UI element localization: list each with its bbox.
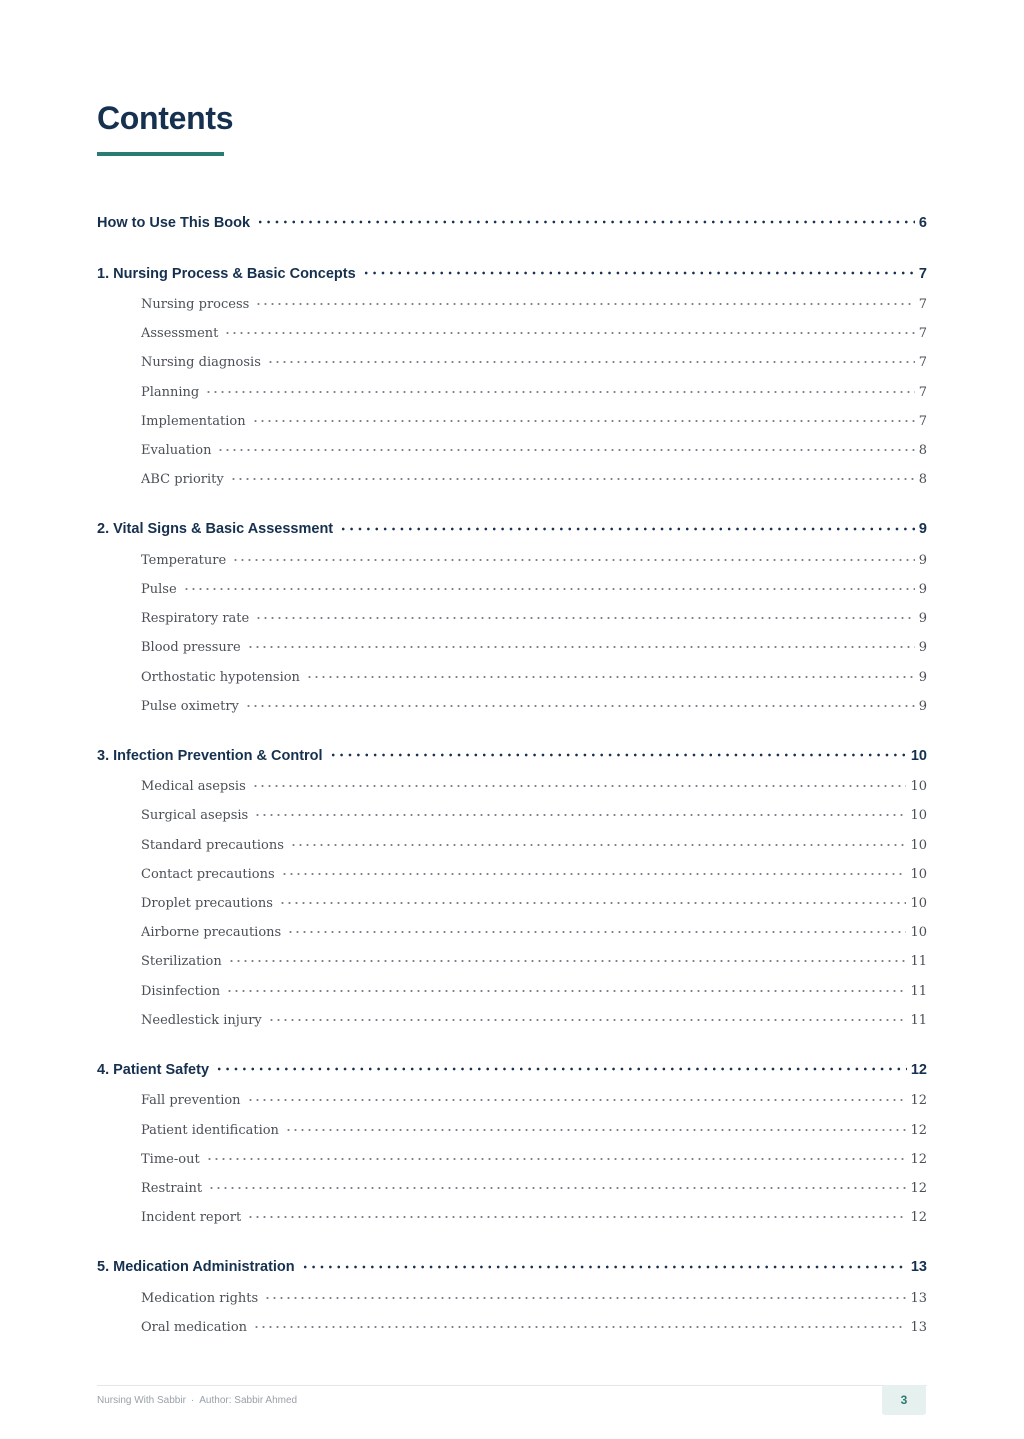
- toc-section-entry[interactable]: [141, 324, 927, 341]
- toc-page-number: 8: [918, 443, 927, 458]
- toc-page-number: 7: [918, 384, 927, 400]
- toc-section-entry[interactable]: [141, 806, 927, 823]
- toc-chapter-entry[interactable]: [97, 519, 927, 538]
- toc-section-title: Fall prevention: [141, 1093, 241, 1109]
- toc-section-title: Disinfection: [141, 983, 221, 999]
- page-title: Contents: [97, 100, 234, 136]
- dot-leader: [224, 324, 914, 337]
- toc-page-number: 9: [918, 581, 927, 597]
- toc-section-entry[interactable]: [141, 1289, 927, 1306]
- footer-book-title: Nursing With Sabbir: [97, 1395, 186, 1406]
- toc-page-number: 13: [910, 1259, 927, 1276]
- toc-page-number: 10: [910, 896, 927, 911]
- toc-page-number: 8: [918, 472, 927, 488]
- toc-section-title: Medical asepsis: [141, 779, 246, 795]
- toc-page-number: 10: [910, 747, 927, 764]
- toc-section-entry[interactable]: [141, 777, 927, 794]
- toc-page-number: 6: [918, 214, 927, 231]
- dot-leader: [247, 638, 915, 651]
- toc-section-entry[interactable]: [141, 353, 927, 370]
- toc-section-title: Blood pressure: [141, 640, 241, 656]
- dot-leader: [228, 952, 907, 965]
- page-number-badge: 3: [882, 1385, 926, 1415]
- toc-section-entry[interactable]: [141, 952, 927, 969]
- toc-section-title: Implementation: [141, 413, 246, 429]
- toc-section-title: Orthostatic hypotension: [141, 669, 300, 685]
- toc-section-entry[interactable]: [141, 1091, 927, 1108]
- toc-page-number: 7: [918, 297, 927, 312]
- toc-section-title: Assessment: [141, 326, 219, 342]
- toc-section-entry[interactable]: [141, 1011, 927, 1028]
- dot-leader: [247, 1091, 907, 1104]
- footer-author: Author: Sabbir Ahmed: [199, 1395, 298, 1406]
- dot-leader: [287, 923, 906, 936]
- toc-page-number: 12: [910, 1061, 927, 1078]
- toc-section-entry[interactable]: [141, 697, 927, 714]
- toc-section-title: Evaluation: [141, 443, 212, 458]
- dot-leader: [252, 777, 907, 790]
- toc-page-number: 10: [910, 866, 927, 882]
- dot-leader: [183, 580, 915, 593]
- toc-section-entry[interactable]: [141, 1179, 927, 1196]
- toc-section-entry[interactable]: [141, 638, 927, 655]
- toc-section-title: Nursing diagnosis: [141, 355, 261, 371]
- toc-section-entry[interactable]: [141, 1318, 927, 1335]
- toc-page-number: 13: [910, 1290, 927, 1306]
- toc-section-title: Patient identification: [141, 1122, 279, 1138]
- dot-leader: [226, 982, 906, 995]
- dot-leader: [285, 1121, 907, 1134]
- toc-section-title: Pulse: [141, 581, 177, 597]
- toc-section-title: Oral medication: [141, 1319, 248, 1335]
- toc-section-title: Sterilization: [141, 954, 222, 970]
- toc-section-title: Planning: [141, 384, 200, 400]
- toc-page-number: 12: [910, 1151, 927, 1167]
- dot-leader: [255, 609, 914, 622]
- toc-page-number: 7: [918, 265, 927, 282]
- toc-section-entry[interactable]: [141, 1150, 927, 1167]
- toc-page-number: 10: [910, 779, 927, 795]
- toc-section-title: Nursing process: [141, 297, 250, 312]
- dot-leader: [362, 263, 915, 278]
- dot-leader: [206, 1150, 907, 1163]
- toc-page-number: 10: [910, 925, 927, 941]
- toc-section-title: Surgical asepsis: [141, 808, 249, 824]
- toc-page-number: 12: [910, 1180, 927, 1196]
- toc-page-number: 13: [910, 1319, 927, 1335]
- toc-page-number: 11: [910, 954, 927, 970]
- toc-section-title: Droplet precautions: [141, 896, 273, 911]
- toc-section-entry[interactable]: [141, 470, 927, 487]
- dot-leader: [281, 865, 907, 878]
- toc-section-title: Standard precautions: [141, 837, 284, 853]
- dot-leader: [205, 383, 914, 396]
- toc-section-entry[interactable]: [141, 1121, 927, 1138]
- toc-section-title: Contact precautions: [141, 866, 275, 882]
- toc-section-entry[interactable]: [141, 668, 927, 685]
- dot-leader: [301, 1257, 907, 1272]
- dot-leader: [268, 1011, 907, 1024]
- toc-section-title: Pulse oximetry: [141, 698, 239, 714]
- toc-section-title: Airborne precautions: [141, 925, 282, 941]
- dot-leader: [279, 894, 907, 907]
- toc-section-title: Needlestick injury: [141, 1012, 262, 1028]
- toc-section-entry[interactable]: [141, 580, 927, 597]
- dot-leader: [339, 519, 915, 534]
- toc-page-number: 9: [918, 552, 927, 568]
- toc-section-entry[interactable]: [141, 412, 927, 429]
- toc-chapter-title: 1. Nursing Process & Basic Concepts: [97, 265, 356, 282]
- toc-page-number: 9: [918, 521, 927, 538]
- dot-leader: [264, 1289, 906, 1302]
- toc-page-number: 7: [918, 326, 927, 342]
- footer-separator: ·: [190, 1395, 195, 1406]
- toc-section-entry[interactable]: [141, 551, 927, 568]
- dot-leader: [255, 295, 914, 308]
- toc-section-title: Time-out: [141, 1151, 200, 1167]
- dot-leader: [247, 1208, 906, 1221]
- toc-page-number: 12: [910, 1210, 927, 1226]
- toc-page-number: 11: [910, 1012, 927, 1028]
- toc-chapter-title: 2. Vital Signs & Basic Assessment: [97, 521, 334, 538]
- toc-section-title: ABC priority: [141, 472, 224, 488]
- toc-section-title: Respiratory rate: [141, 611, 250, 627]
- toc-section-entry[interactable]: [141, 609, 927, 626]
- dot-leader: [290, 836, 907, 849]
- toc-section-entry[interactable]: [141, 923, 927, 940]
- dot-leader: [254, 806, 906, 819]
- toc-page-number: 10: [910, 808, 927, 824]
- toc-section-entry[interactable]: [141, 295, 927, 312]
- dot-leader: [256, 212, 915, 227]
- footer-credit: [97, 1395, 297, 1406]
- toc-page-number: 9: [918, 640, 927, 656]
- dot-leader: [329, 745, 907, 760]
- toc-chapter-entry[interactable]: [97, 745, 927, 764]
- toc-chapter-title: 5. Medication Administration: [97, 1259, 295, 1276]
- dot-leader: [245, 697, 915, 710]
- toc-section-entry[interactable]: [141, 1208, 927, 1225]
- toc-page-number: 7: [918, 413, 927, 429]
- toc-chapter-entry[interactable]: [97, 1257, 927, 1276]
- toc-section-entry[interactable]: [141, 894, 927, 911]
- toc-section-entry[interactable]: [141, 836, 927, 853]
- dot-leader: [217, 441, 914, 454]
- toc-section-title: Temperature: [141, 552, 227, 568]
- dot-leader: [306, 668, 915, 681]
- footer-divider: [97, 1385, 927, 1386]
- dot-leader: [267, 353, 915, 366]
- toc-section-title: Medication rights: [141, 1290, 259, 1306]
- toc-chapter-title: How to Use This Book: [97, 214, 251, 231]
- toc-page-number: 7: [918, 355, 927, 371]
- toc-page-number: 12: [910, 1093, 927, 1109]
- dot-leader: [208, 1179, 906, 1192]
- toc-page-number: 9: [918, 611, 927, 627]
- toc-section-entry[interactable]: [141, 383, 927, 400]
- title-underline: [97, 152, 224, 156]
- dot-leader: [232, 551, 915, 564]
- dot-leader: [215, 1059, 907, 1074]
- toc-section-title: Restraint: [141, 1180, 203, 1196]
- toc-page-number: 12: [910, 1122, 927, 1138]
- toc-chapter-entry[interactable]: [97, 212, 927, 231]
- toc-page-number: 11: [910, 983, 927, 999]
- toc-section-entry[interactable]: [141, 982, 927, 999]
- toc-page-number: 10: [910, 837, 927, 853]
- toc-section-title: Incident report: [141, 1210, 242, 1226]
- dot-leader: [252, 412, 915, 425]
- toc-chapter-title: 3. Infection Prevention & Control: [97, 747, 323, 764]
- toc-chapter-title: 4. Patient Safety: [97, 1061, 210, 1078]
- toc-page-number: 9: [918, 669, 927, 685]
- toc-page-number: 9: [918, 698, 927, 714]
- dot-leader: [253, 1318, 906, 1331]
- toc-section-entry[interactable]: [141, 865, 927, 882]
- toc-chapter-entry[interactable]: [97, 263, 927, 282]
- toc-section-entry[interactable]: [141, 441, 927, 458]
- dot-leader: [230, 470, 915, 483]
- toc-chapter-entry[interactable]: [97, 1059, 927, 1078]
